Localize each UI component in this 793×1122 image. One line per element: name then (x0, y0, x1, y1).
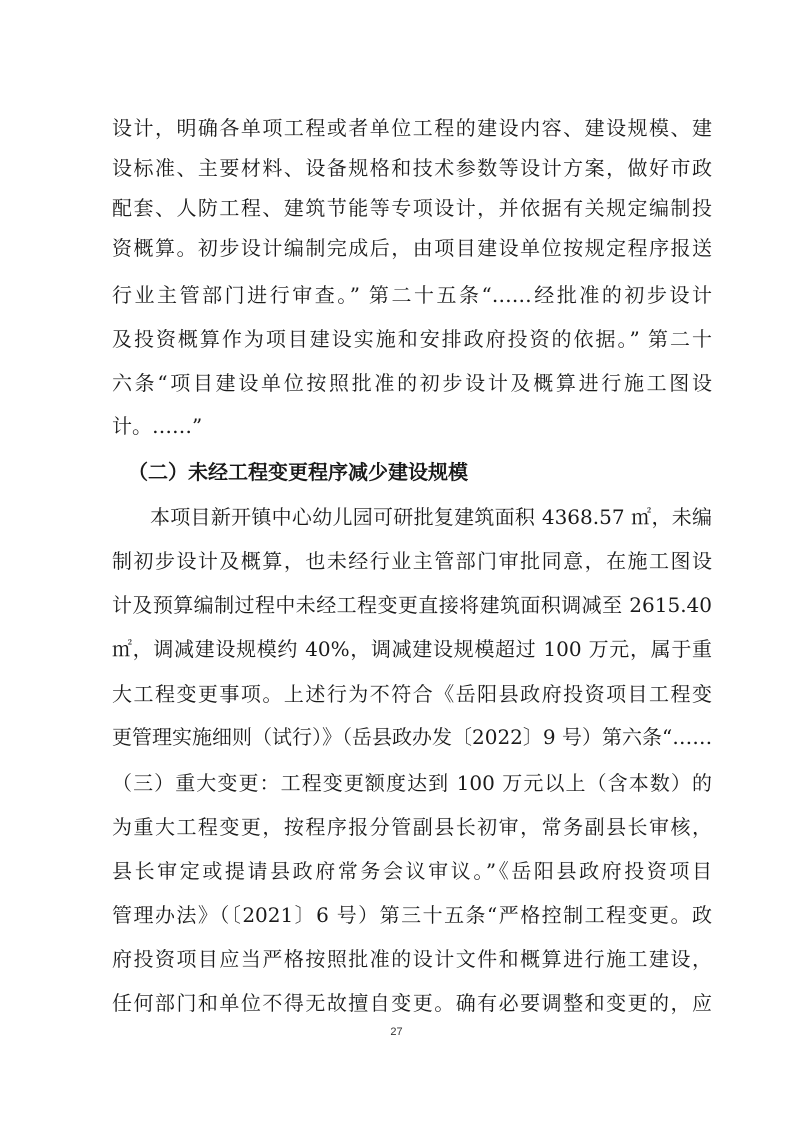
text-line: 任何部门和单位不得无故擅自变更。确有必要调整和变更的，应 (112, 991, 712, 1015)
text-line: 本项目新开镇中心幼儿园可研批复建筑面积 4368.57 ㎡，未编 (150, 505, 712, 529)
section-heading: （二）未经工程变更程序减少建设规模 (128, 460, 468, 484)
text-line: 为重大工程变更，按程序报分管副县长初审，常务副县长审核， (112, 815, 712, 839)
text-line: 管理办法》（〔2021〕6 号）第三十五条“严格控制工程变更。政 (112, 903, 712, 927)
text-line: 行业主管部门进行审查。” 第二十五条“……经批准的初步设计 (112, 283, 712, 307)
text-line: ㎡，调减建设规模约 40%，调减建设规模超过 100 万元，属于重 (112, 637, 712, 661)
text-line: 府投资项目应当严格按照批准的设计文件和概算进行施工建设， (112, 947, 712, 971)
text-line: 六条“项目建设单位按照批准的初步设计及概算进行施工图设 (112, 371, 712, 395)
text-line: 设计，明确各单项工程或者单位工程的建设内容、建设规模、建 (112, 116, 712, 140)
text-line: 及投资概算作为项目建设实施和安排政府投资的依据。” 第二十 (112, 327, 712, 351)
text-line: 资概算。初步设计编制完成后，由项目建设单位按规定程序报送 (112, 236, 712, 260)
text-line: 大工程变更事项。上述行为不符合《岳阳县政府投资项目工程变 (112, 682, 712, 706)
page-number: 27 (390, 1026, 403, 1038)
text-line: 计。……” (112, 414, 203, 438)
text-line: （三）重大变更：工程变更额度达到 100 万元以上（含本数）的 (112, 771, 712, 795)
text-line: 配套、人防工程、建筑节能等专项设计，并依据有关规定编制投 (112, 196, 712, 220)
text-line: 制初步设计及概算，也未经行业主管部门审批同意，在施工图设 (112, 549, 712, 573)
text-line: 计及预算编制过程中未经工程变更直接将建筑面积调减至 2615.40 (112, 593, 712, 617)
text-line: 设标准、主要材料、设备规格和技术参数等设计方案，做好市政 (112, 156, 712, 180)
text-line: 县长审定或提请县政府常务会议审议。”《岳阳县政府投资项目 (112, 859, 712, 883)
text-line: 更管理实施细则（试行）》（岳县政办发〔2022〕9 号）第六条“…… (112, 725, 712, 749)
